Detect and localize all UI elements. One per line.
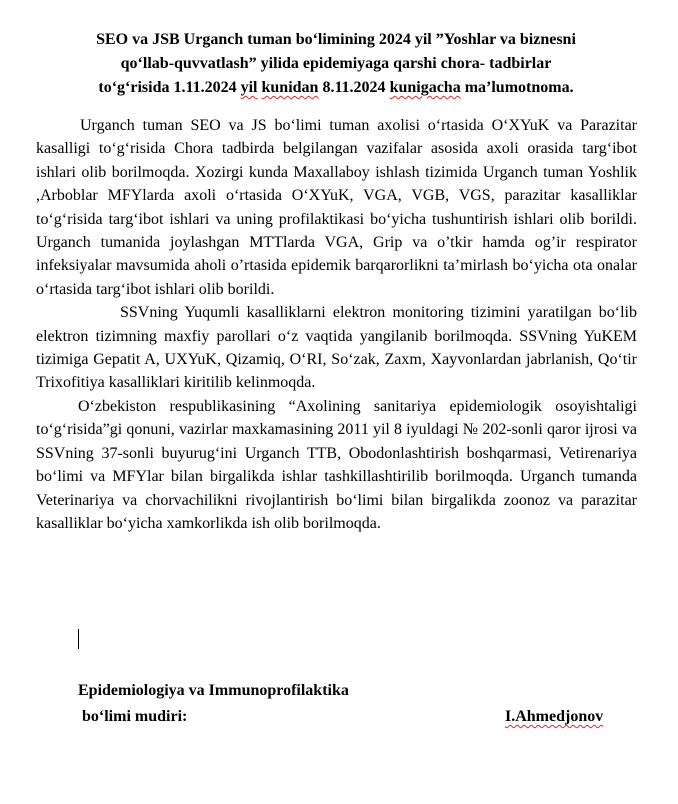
document-title (20, 28, 652, 100)
paragraph-3: O‘zbekiston respublikasining “Axolining sanitariya epidemiologik osoyishtaligi to‘g‘risida”gi qonuni, vazirlar maxkamasining 2011 yil 8 iyuldagi № 202-sonli qaror ijrosi va SSVning 37-sonli buyurug‘ini Urganch TTB, Obodonlashtirish boshqarmasi, Vetirenariya bo‘limi va MFYlar bilan birgalikda ishlar tashkillashtirilib borilmoqda. Urganch tumanda Veterinariya va chorvachilikni rivojlantirish bo‘limi bilan birgalikda zoonoz va parazitar kasalliklar bo‘yicha xamkorlikda ish olib borilmoqda. (36, 397, 637, 532)
title-line-2: qo‘llab-quvvatlash” yilida epidemiyaga qarshi chora- tadbirlar (120, 55, 552, 72)
title-line-3-end: ma’lumotnoma. (460, 79, 574, 96)
title-line-3-date: 8.11.2024 (318, 79, 390, 96)
spellcheck-word-yil: yil (240, 79, 258, 96)
spellcheck-word-kunigacha: kunigacha (389, 79, 461, 96)
signature-role: bo‘limi mudiri: (82, 708, 188, 725)
title-line-1: SEO va JSB Urganch tuman bo‘limining 2024 yil ”Yoshlar va biznesni (96, 31, 576, 48)
title-line-3-text: to‘g‘risida 1.11.2024 (98, 79, 241, 96)
paragraph-1: Urganch tuman SEO va JS bo‘limi tuman axolisi o‘rtasida O‘XYuK va Parazitar kasalligi to‘g‘risida Chora tadbirda belgilangan vazifalar asosida axoli orasida targ‘ibot ishlari olib borilmoqda. Xozirgi kunda Maxallaboy ishlash tizimida Urganch tuman Yoshlik ,Arboblar MFYlarda axoli o‘rtasida O‘XYuK, VGA, VGB, VGS, parazitar kasalliklar to‘g‘risida targ‘ibot ishlari va uning profilaktikasi bo‘yicha tushuntirish ishlari olib borildi. Urganch tumanida joylashgan MTTlarda VGA, Grip va o’tkir hamda og’ir respirator infeksiyalar mavsumida aholi o’rtasida epidemik barqarorlikni ta’mirlash bo‘yicha ota onalar o‘rtasida targ‘ibot ishlari olib borildi. (36, 117, 637, 298)
signature-department: Epidemiologiya va Immunoprofilaktika (78, 682, 349, 699)
spellcheck-word-kunidan: kunidan (261, 79, 319, 96)
paragraph-2: SSVning Yuqumli kasalliklarni elektron monitoring tizimini yaratilgan bo‘lib elektron tizimning maxfiy parollari o‘z vaqtida yangilanib borilmoqda. SSVning YuKEM tizimiga Gepatit A, UXYuK, Qizamiq, O‘RI, So‘zak, Zaxm, Xayvonlardan jabrlanish, Qo‘tir Trixofitiya kasalliklari kiritilib kelinmoqda. (36, 304, 637, 392)
title-line-3 (20, 76, 652, 100)
signature-name: I.Ahmedjonov (505, 708, 604, 725)
document-body (36, 114, 637, 535)
text-cursor (78, 629, 79, 649)
